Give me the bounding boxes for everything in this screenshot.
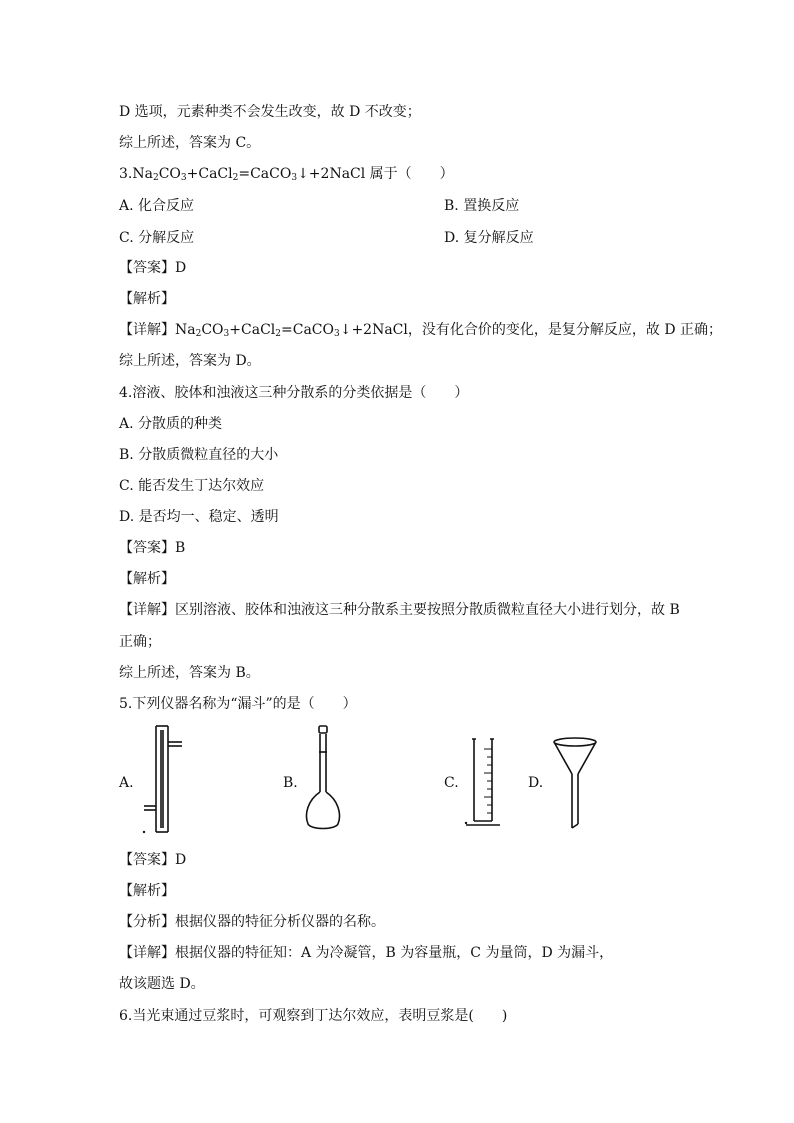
analysis-label: 【解析】 bbox=[119, 571, 175, 587]
question-6-stem: 6.当光束通过豆浆时，可观察到丁达尔效应，表明豆浆是( ) bbox=[119, 1008, 508, 1024]
text-line: D 选项，元素种类不会发生改变，故 D 不改变； bbox=[119, 104, 421, 120]
option-c: C. 能否发生丁达尔效应 bbox=[119, 478, 265, 494]
funnel-figure bbox=[548, 734, 602, 834]
summary-text: 综上所述，答案为 B。 bbox=[119, 665, 260, 681]
question-5-stem: 5.下列仪器名称为“漏斗”的是（ ） bbox=[119, 696, 357, 712]
option-b: B. 分散质微粒直径的大小 bbox=[119, 447, 279, 463]
answer-label: 【答案】B bbox=[119, 540, 186, 556]
graduated-cylinder-figure bbox=[462, 735, 508, 831]
option-a: A. 化合反应 bbox=[119, 198, 195, 214]
conclusion-text: 故该题选 D。 bbox=[119, 976, 205, 992]
figure-label-c: C. bbox=[444, 775, 459, 791]
option-c: C. 分解反应 bbox=[119, 230, 195, 246]
analysis-label: 【解析】 bbox=[119, 883, 175, 899]
option-a: A. 分散质的种类 bbox=[119, 416, 223, 432]
volumetric-flask-figure bbox=[300, 724, 350, 836]
text-line: 综上所述，答案为 C。 bbox=[119, 135, 261, 151]
analysis-label: 【解析】 bbox=[119, 291, 175, 307]
option-b: B. 置换反应 bbox=[444, 198, 520, 214]
detail-text: 【详解】$Na_2CO_3+CaCl_2=CaCO_3↓+2NaCl$，没有化合价的变化，是复分解反应，故 D 正确； bbox=[119, 322, 722, 339]
question-4-stem: 4.溶液、胶体和浊液这三种分散系的分类依据是（ ） bbox=[119, 385, 469, 401]
answer-label: 【答案】D bbox=[119, 260, 187, 276]
summary-text: 综上所述，答案为 D。 bbox=[119, 353, 261, 369]
question-3-stem: $3.Na_2CO_3+CaCl_2=CaCO_3↓+2NaCl$ 属于（ ） bbox=[119, 166, 454, 183]
answer-label: 【答案】D bbox=[119, 852, 187, 868]
detail-text: 【详解】根据仪器的特征知：A 为冷凝管，B 为容量瓶，C 为量筒，D 为漏斗， bbox=[119, 945, 614, 961]
figure-label-a: A. bbox=[119, 775, 134, 791]
detail-text-continued: 正确； bbox=[119, 634, 161, 650]
condenser-figure bbox=[140, 724, 190, 836]
figure-label-b: B. bbox=[283, 775, 298, 791]
option-d: D. 是否均一、稳定、透明 bbox=[119, 509, 279, 525]
detail-text: 【详解】区别溶液、胶体和浊液这三种分散系主要按照分散质微粒直径大小进行划分，故 B bbox=[119, 602, 680, 618]
figure-label-d: D. bbox=[528, 775, 544, 791]
analysis-detail: 【分析】根据仪器的特征分析仪器的名称。 bbox=[119, 914, 385, 930]
option-d: D. 复分解反应 bbox=[444, 230, 534, 246]
